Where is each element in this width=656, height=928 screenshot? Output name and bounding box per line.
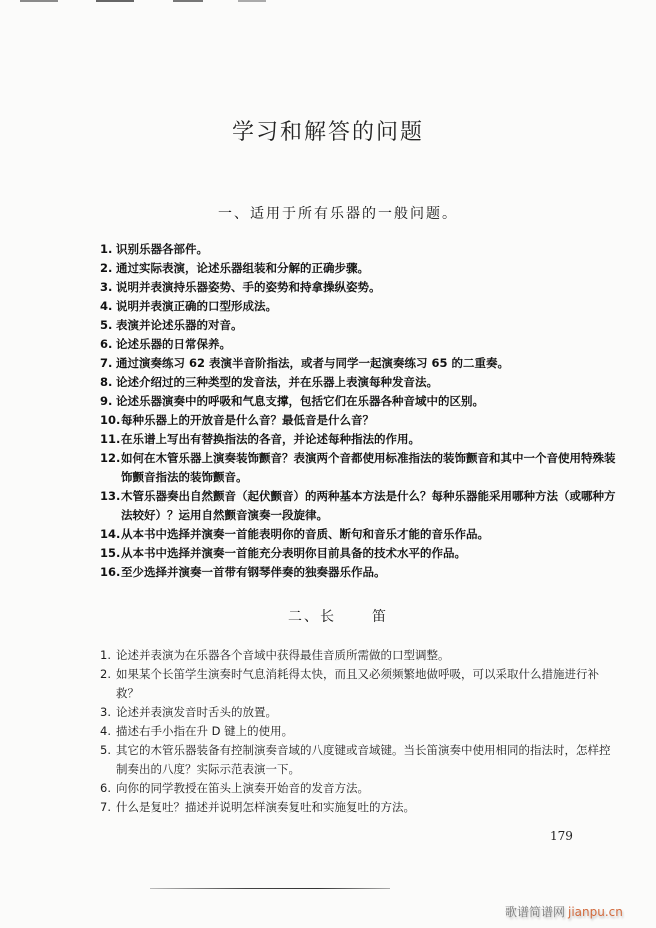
section-heading-flute: 二、长 笛 (288, 609, 388, 625)
list-item: 2. 通过实际表演，论述乐器组装和分解的正确步骤。 (100, 261, 369, 275)
scan-mark (238, 0, 266, 2)
list-item: 2. 如果某个长笛学生演奏时气息消耗得太快，而且又必须频繁地做呼吸，可以采取什么措施进行补救？ (100, 667, 599, 700)
list-item: 5. 其它的木管乐器装备有控制演奏音域的八度键或音域键。当长笛演奏中使用相同的指法时，怎样控制奏出的八度？实际示范表演一下。 (100, 743, 611, 776)
list-item: 6. 向你的同学教授在笛头上演奏开始音的发音方法。 (100, 781, 369, 795)
list-item: 5. 表演并论述乐器的对音。 (100, 318, 243, 332)
watermark: 歌谱简谱网 jianpu.cn (505, 905, 623, 919)
list-item: 6. 论述乐器的日常保养。 (100, 337, 231, 351)
scan-mark (20, 0, 58, 2)
list-item: 4. 描述右手小指在升 D 键上的使用。 (100, 724, 294, 738)
page-number: 179 (550, 829, 573, 843)
list-item: 12. 如何在木管乐器上演奏装饰颤音？表演两个音都使用标准指法的装饰颤音和其中一个音使用特殊装饰颤音指法的装饰颤音。 (100, 451, 616, 484)
list-item: 7. 通过演奏练习 62 表演半音阶指法，或者与同学一起演奏练习 65 的二重奏。 (100, 356, 510, 370)
scan-mark (173, 0, 203, 2)
list-item: 9. 论述乐器演奏中的呼吸和气息支撑，包括它们在乐器各种音域中的区别。 (100, 394, 484, 408)
list-item: 3. 论述并表演发音时舌头的放置。 (100, 705, 277, 719)
list-item: 14. 从本书中选择并演奏一首能表明你的音质、断句和音乐才能的音乐作品。 (100, 527, 489, 541)
list-item: 4. 说明并表演正确的口型形成法。 (100, 299, 277, 313)
list-item: 16. 至少选择并演奏一首带有钢琴伴奏的独奏器乐作品。 (100, 565, 386, 579)
list-item: 11. 在乐谱上写出有替换指法的各音，并论述每种指法的作用。 (100, 432, 420, 446)
list-item: 1. 识别乐器各部件。 (100, 242, 208, 256)
page-title: 学习和解答的问题 (231, 119, 424, 145)
list-item: 10. 每种乐器上的开放音是什么音？最低音是什么音？ (100, 413, 374, 427)
general-questions-list (100, 240, 620, 582)
list-item: 8. 论述介绍过的三种类型的发音法，并在乐器上表演每种发音法。 (100, 375, 438, 389)
flute-questions-list (100, 646, 620, 817)
scan-mark (96, 0, 134, 2)
scan-artifact-rule (150, 888, 390, 889)
list-item: 3. 说明并表演持乐器姿势、手的姿势和持拿操纵姿势。 (100, 280, 381, 294)
list-item: 13. 木管乐器奏出自然颤音（起伏颤音）的两种基本方法是什么？每种乐器能采用哪种方法（或哪种方法较好）？运用自然颤音演奏一段旋律。 (100, 489, 616, 522)
list-item: 15. 从本书中选择并演奏一首能充分表明你目前具备的技术水平的作品。 (100, 546, 466, 560)
list-item: 1. 论述并表演为在乐器各个音域中获得最佳音质所需做的口型调整。 (100, 648, 450, 662)
watermark-domain: jianpu.cn (568, 905, 623, 919)
list-item: 7. 什么是复吐？描述并说明怎样演奏复吐和实施复吐的方法。 (100, 800, 415, 814)
section-heading-general: 一、适用于所有乐器的一般问题。 (218, 206, 458, 222)
